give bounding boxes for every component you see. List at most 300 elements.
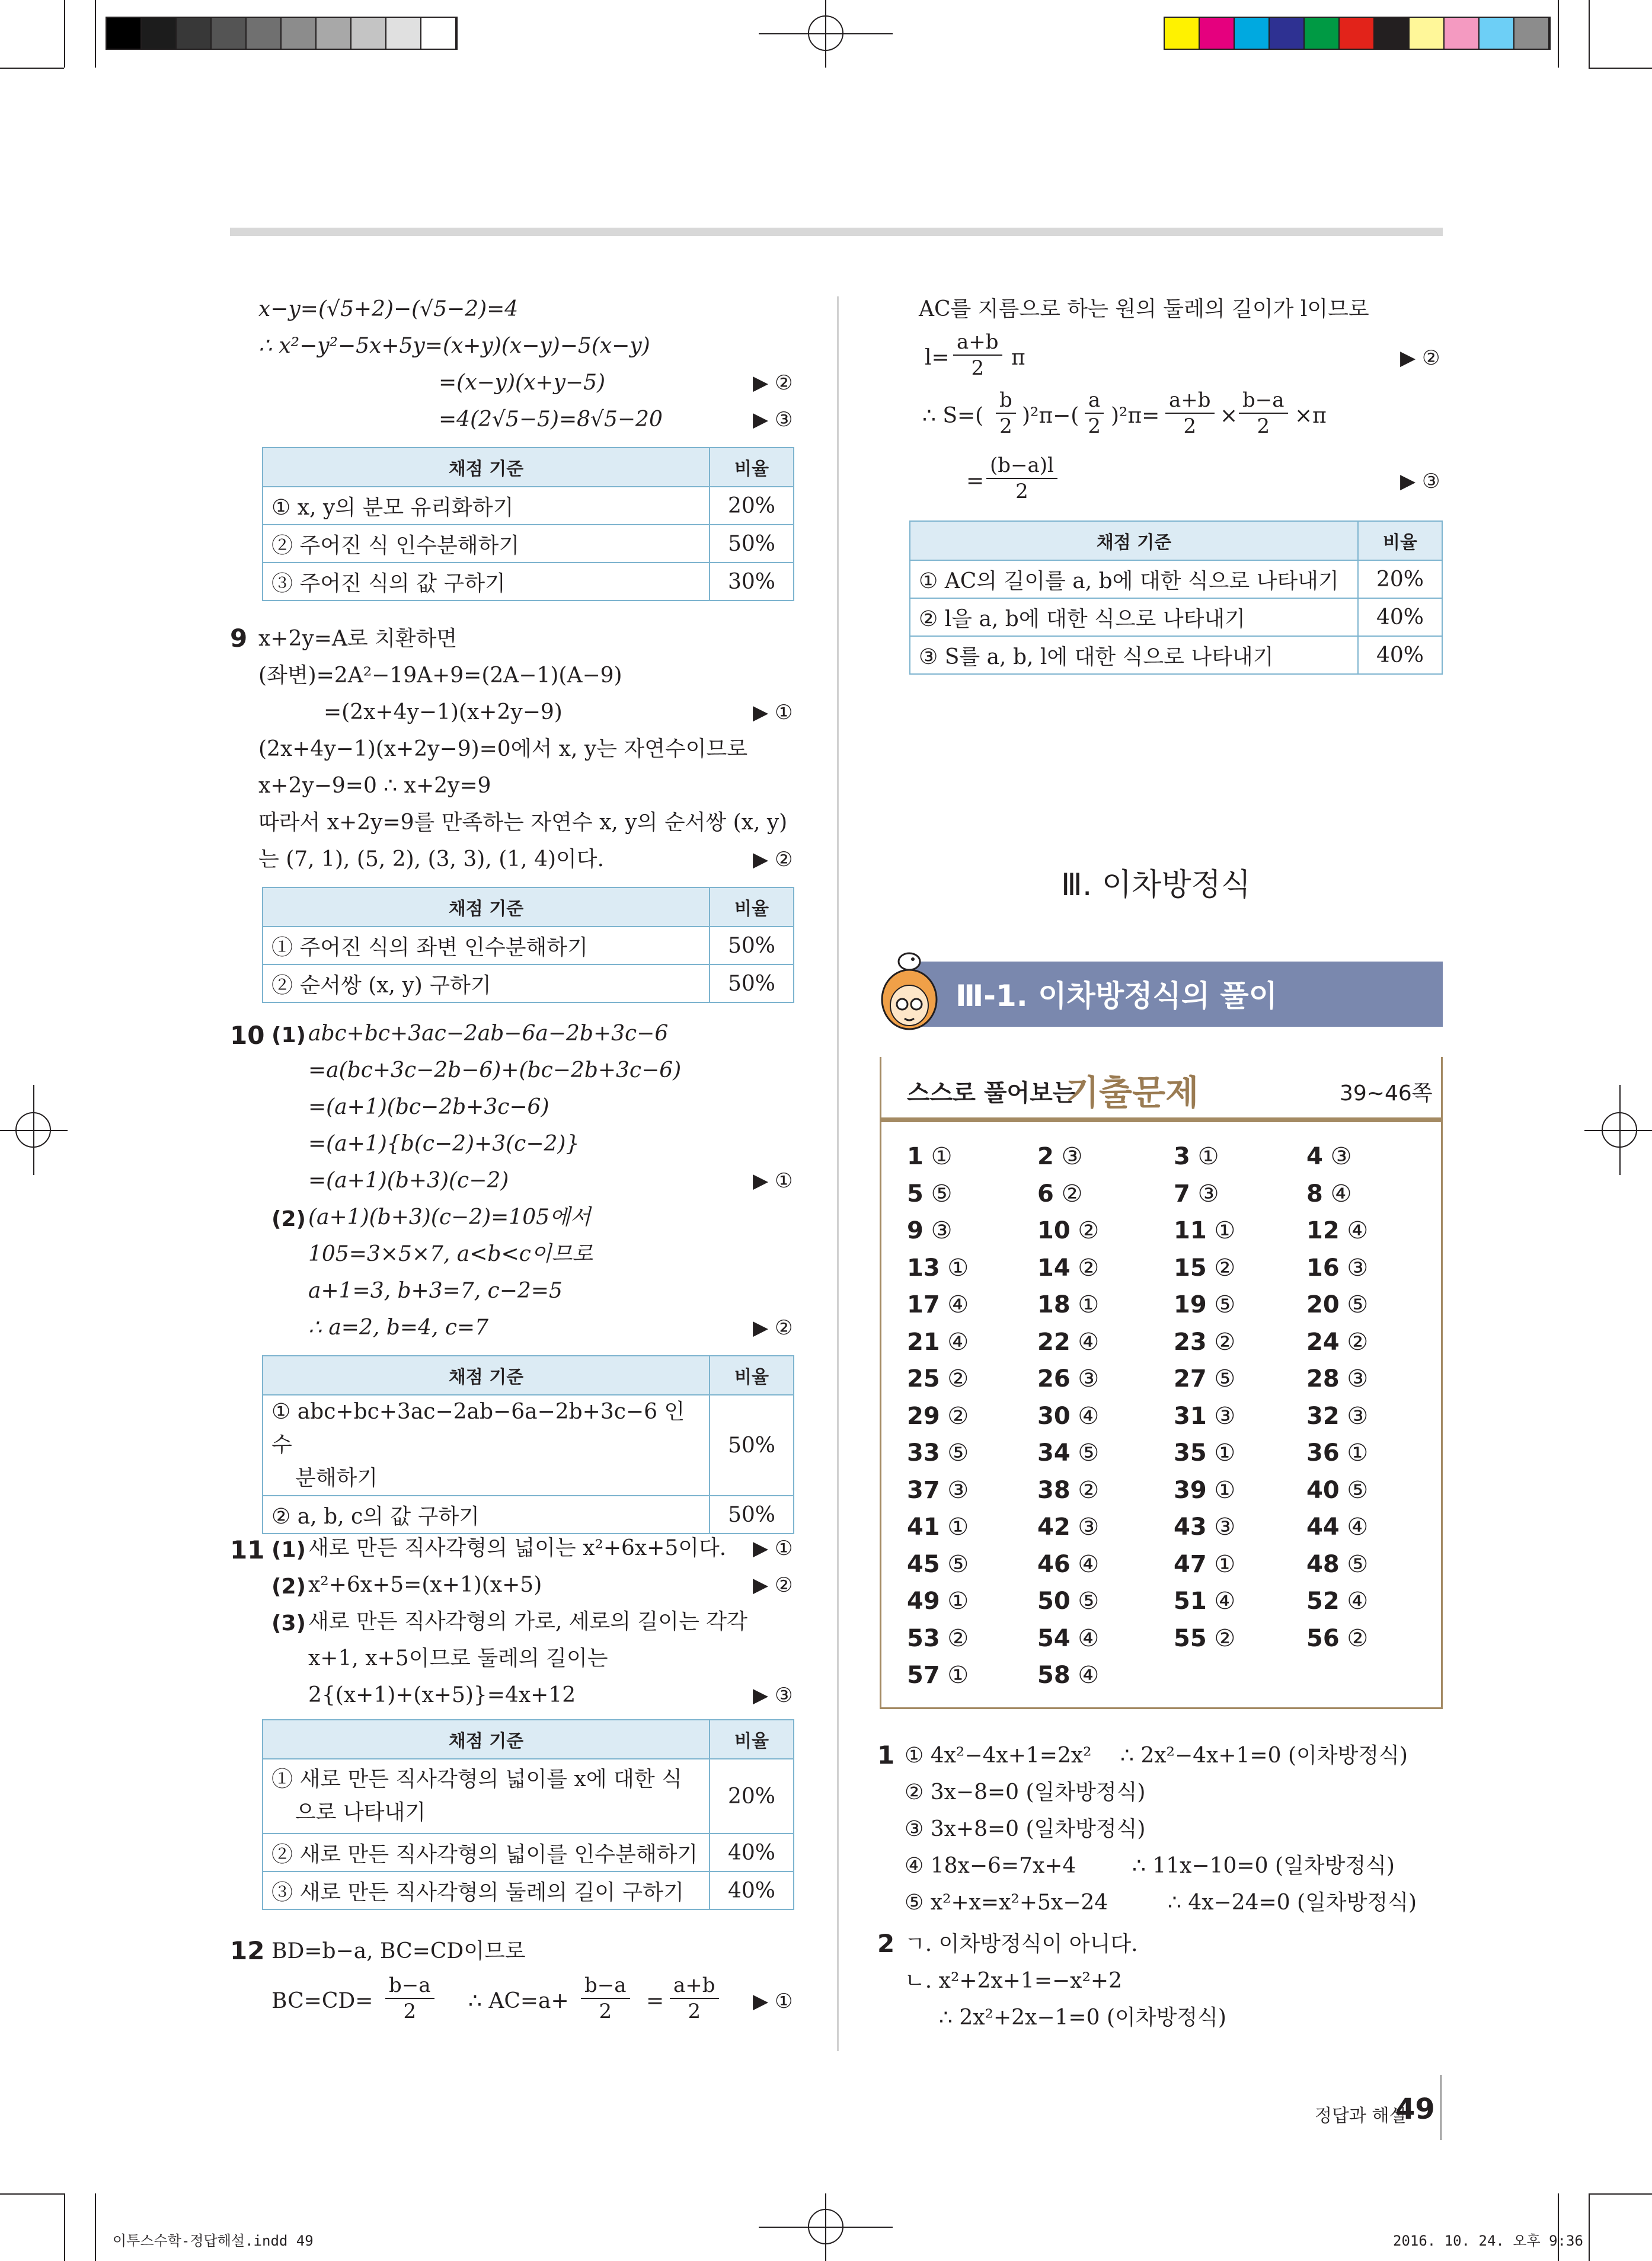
numerator: a+b — [1165, 388, 1215, 414]
crop-mark — [1558, 2193, 1559, 2261]
answer-question-number: 58 — [1037, 1662, 1071, 1689]
denominator: 2 — [688, 2000, 701, 2023]
gray-swatch — [247, 18, 282, 49]
answer-question-number: 19 — [1174, 1291, 1207, 1318]
r1-line4b: ∴ 11x−10=0 (일차방정식) — [1132, 1854, 1395, 1878]
numerator: a — [1085, 388, 1104, 414]
gray-swatch — [317, 18, 352, 49]
table-row — [263, 487, 794, 525]
answer-item — [1037, 1254, 1099, 1282]
numerator: b−a — [581, 1973, 630, 1999]
color-swatch — [1165, 18, 1200, 49]
p12-line2b: ∴ AC=a+ — [468, 1989, 569, 2013]
p9-line7: 는 (7, 1), (5, 2), (3, 3), (1, 4)이다. — [258, 847, 605, 871]
gray-swatch — [282, 18, 317, 49]
answer-choice: ① — [947, 1588, 969, 1615]
slug-file: 이투스수학-정답해설.indd 49 — [113, 2233, 314, 2249]
table-cell: ② 주어진 식 인수분해하기 — [263, 525, 710, 563]
answer-item — [1037, 1291, 1099, 1318]
subproblem-label: (2) — [271, 1575, 306, 1599]
table-header: 채점 기준 — [910, 521, 1358, 560]
denominator: 2 — [971, 356, 985, 380]
r-line3c: )²π= — [1111, 404, 1160, 428]
numerator: b — [996, 388, 1016, 414]
answer-choice: ④ — [1078, 1624, 1100, 1652]
p9-line4: (2x+4y−1)(x+2y−9)=0에서 x, y는 자연수이므로 — [258, 737, 748, 761]
answer-item — [1306, 1403, 1368, 1430]
answer-choice: ① — [947, 1662, 969, 1689]
answer-choice: ⑤ — [1347, 1550, 1369, 1578]
r2-line3: ∴ 2x²+2x−1=0 (이차방정식) — [939, 2005, 1226, 2030]
r-line4a: = — [966, 469, 985, 493]
answer-item — [1306, 1180, 1351, 1208]
r-line3b: )²π−( — [1022, 404, 1079, 428]
table-header: 채점 기준 — [263, 1356, 710, 1395]
table-header: 비율 — [710, 1720, 794, 1759]
answer-choice: ④ — [1347, 1513, 1369, 1541]
p9-line2: (좌변)=2A²−19A+9=(2A−1)(A−9) — [258, 663, 622, 688]
answer-item — [1037, 1513, 1099, 1541]
r1-line5b: ∴ 4x−24=0 (일차방정식) — [1168, 1890, 1417, 1915]
answer-question-number: 12 — [1306, 1217, 1340, 1244]
p8-line3: =(x−y)(x+y−5) — [439, 371, 606, 395]
answer-choice: ① — [947, 1513, 969, 1541]
answer-choice: ④ — [1078, 1328, 1100, 1356]
table-cell: ② l을 a, b에 대한 식으로 나타내기 — [910, 598, 1358, 636]
denominator: 2 — [1015, 480, 1028, 503]
subproblem-label: (2) — [271, 1207, 306, 1231]
fraction — [385, 1973, 434, 2024]
table-row — [263, 927, 794, 965]
step-mark: ▶ ① — [753, 1537, 793, 1560]
crop-mark — [1589, 2193, 1590, 2261]
color-swatch — [1200, 18, 1235, 49]
registration-mark — [1584, 1130, 1652, 1131]
p8-line2: ∴ x²−y²−5x+5y=(x+y)(x−y)−5(x−y) — [258, 334, 650, 358]
r1-line3: ③ 3x+8=0 (일차방정식) — [905, 1817, 1146, 1841]
answer-question-number: 16 — [1306, 1254, 1340, 1282]
answer-question-number: 9 — [907, 1217, 924, 1244]
answer-choice: ① — [1214, 1439, 1236, 1467]
answer-question-number: 37 — [907, 1476, 940, 1504]
crop-mark — [1589, 0, 1590, 68]
table-cell: ② 새로 만든 직사각형의 넓이를 인수분해하기 — [263, 1834, 710, 1872]
answer-item — [1306, 1254, 1368, 1282]
answer-choice: ④ — [1330, 1180, 1352, 1208]
answer-choice: ① — [931, 1143, 953, 1170]
p8-line4: =4(2√5−5)=8√5−20 — [439, 407, 663, 432]
answer-item — [1174, 1477, 1235, 1504]
table-cell: ① x, y의 분모 유리화하기 — [263, 487, 710, 525]
answer-item — [1306, 1625, 1368, 1652]
answer-question-number: 40 — [1306, 1476, 1340, 1504]
answer-item — [1174, 1291, 1235, 1318]
answer-choice: ① — [1197, 1143, 1219, 1170]
denominator: 2 — [403, 2000, 417, 2023]
answer-item — [1174, 1439, 1235, 1467]
r1-line2: ② 3x−8=0 (일차방정식) — [905, 1780, 1146, 1805]
table-cell — [263, 1759, 710, 1834]
answer-item — [1037, 1403, 1099, 1430]
p12-line1: BD=b−a, BC=CD이므로 — [271, 1939, 526, 1963]
answer-item — [1037, 1180, 1082, 1208]
column-divider — [837, 296, 839, 2051]
table-cell: 40% — [710, 1834, 794, 1872]
answer-question-number: 55 — [1174, 1624, 1207, 1652]
table-header: 비율 — [710, 887, 794, 927]
answer-item — [1174, 1403, 1235, 1430]
answer-choice: ④ — [1078, 1550, 1100, 1578]
answer-item — [907, 1365, 969, 1393]
answer-question-number: 5 — [907, 1180, 924, 1208]
answer-item — [907, 1439, 969, 1467]
answer-item — [1037, 1551, 1099, 1578]
table-row — [263, 1496, 794, 1534]
registration-mark — [825, 0, 826, 68]
table-cell: 40% — [710, 1872, 794, 1909]
answer-item — [1037, 1588, 1099, 1615]
answer-question-number: 2 — [1037, 1143, 1054, 1170]
slug-date: 2016. 10. 24. 오후 9:36 — [1393, 2233, 1583, 2249]
table-cell: 50% — [710, 927, 794, 965]
answer-question-number: 36 — [1306, 1439, 1340, 1467]
answer-choice: ① — [1214, 1550, 1236, 1578]
answer-choice: ② — [1078, 1476, 1100, 1504]
table-cell: 20% — [1358, 560, 1442, 598]
subsection-title: Ⅲ-1. 이차방정식의 풀이 — [956, 979, 1278, 1013]
answer-item — [1306, 1329, 1368, 1356]
denominator: 2 — [599, 2000, 612, 2023]
answer-question-number: 7 — [1174, 1180, 1190, 1208]
registration-mark — [825, 2193, 826, 2261]
answer-item — [1306, 1477, 1368, 1504]
scoring-table — [262, 447, 794, 601]
answer-question-number: 20 — [1306, 1291, 1340, 1318]
answer-item — [1174, 1625, 1235, 1652]
answer-question-number: 35 — [1174, 1439, 1207, 1467]
fraction — [953, 330, 1002, 381]
table-header: 비율 — [710, 448, 794, 487]
answer-question-number: 31 — [1174, 1402, 1207, 1430]
table-header: 채점 기준 — [263, 1720, 710, 1759]
table-row — [263, 1395, 794, 1496]
answer-choice: ③ — [1214, 1402, 1236, 1430]
fraction — [670, 1973, 719, 2024]
answer-choice: ④ — [1078, 1662, 1100, 1689]
subproblem-label: (3) — [271, 1611, 306, 1636]
p11-line1: 새로 만든 직사각형의 넓이는 x²+6x+5이다. — [308, 1536, 727, 1560]
color-swatch — [1410, 18, 1445, 49]
numerator: b−a — [385, 1973, 434, 1999]
table-cell: 30% — [710, 563, 794, 601]
answer-item — [1174, 1588, 1235, 1615]
p10-line1: abc+bc+3ac−2ab−6a−2b+3c−6 — [308, 1021, 669, 1046]
problem-number: 12 — [230, 1936, 265, 1965]
answer-question-number: 47 — [1174, 1550, 1207, 1578]
answer-question-number: 34 — [1037, 1439, 1071, 1467]
color-swatch — [1375, 18, 1410, 49]
step-mark: ▶ ② — [1400, 346, 1440, 370]
denominator: 2 — [1088, 414, 1101, 438]
table-cell: 50% — [710, 525, 794, 563]
table-cell: ① 주어진 식의 좌변 인수분해하기 — [263, 927, 710, 965]
answer-item — [1037, 1365, 1099, 1393]
p10-line4: =(a+1){b(c−2)+3(c−2)} — [308, 1132, 580, 1156]
answer-choice: ① — [1347, 1439, 1369, 1467]
color-swatch — [1445, 18, 1480, 49]
problem-number: 1 — [877, 1741, 895, 1770]
table-header: 채점 기준 — [263, 887, 710, 927]
crop-mark — [1589, 2193, 1652, 2195]
answer-question-number: 48 — [1306, 1550, 1340, 1578]
answer-question-number: 43 — [1174, 1513, 1207, 1541]
gray-swatch — [386, 18, 421, 49]
color-swatch — [1270, 18, 1305, 49]
answer-question-number: 27 — [1174, 1365, 1207, 1393]
table-cell: 40% — [1358, 598, 1442, 636]
table-row — [910, 560, 1442, 598]
answer-question-number: 56 — [1306, 1624, 1340, 1652]
answer-choice: ④ — [947, 1328, 969, 1356]
answer-question-number: 1 — [907, 1143, 924, 1170]
r1-line1a: ① 4x²−4x+1=2x² — [905, 1743, 1092, 1768]
table-cell: ② a, b, c의 값 구하기 — [263, 1496, 710, 1534]
answer-question-number: 51 — [1174, 1588, 1207, 1615]
answer-item — [907, 1291, 969, 1318]
table-header: 채점 기준 — [263, 448, 710, 487]
p10-line8: a+1=3, b+3=7, c−2=5 — [308, 1279, 563, 1303]
mascot-illustration — [878, 946, 944, 1035]
p8-line1: x−y=(√5+2)−(√5−2)=4 — [258, 297, 519, 321]
gray-swatch — [212, 18, 247, 49]
answer-question-number: 26 — [1037, 1365, 1071, 1393]
answer-item — [1306, 1551, 1368, 1578]
answer-choice: ① — [1078, 1291, 1100, 1318]
answer-choice: ④ — [1214, 1588, 1236, 1615]
p12-line2c: = — [646, 1989, 664, 2013]
answer-question-number: 33 — [907, 1439, 940, 1467]
answer-choice: ③ — [1347, 1365, 1369, 1393]
answer-choice: ④ — [1347, 1588, 1369, 1615]
crop-mark — [64, 0, 65, 68]
answer-choice: ③ — [931, 1217, 953, 1244]
color-swatch — [1340, 18, 1375, 49]
r-line1: AC를 지름으로 하는 원의 둘레의 길이가 l이므로 — [919, 297, 1369, 321]
answer-question-number: 49 — [907, 1588, 940, 1615]
scoring-table — [262, 1719, 794, 1910]
step-mark: ▶ ② — [753, 371, 793, 395]
answer-choice: ② — [1214, 1328, 1236, 1356]
answer-choice: ⑤ — [947, 1439, 969, 1467]
table-cell: 50% — [710, 1496, 794, 1534]
color-calibration-bar — [1164, 17, 1551, 50]
r1-line1b: ∴ 2x²−4x+1=0 (이차방정식) — [1120, 1743, 1408, 1768]
table-cell-line: 분해하기 — [295, 1466, 378, 1490]
answer-choice: ② — [1214, 1624, 1236, 1652]
answer-item — [1174, 1180, 1219, 1208]
answer-choice: ③ — [947, 1476, 969, 1504]
answer-question-number: 8 — [1306, 1180, 1323, 1208]
gray-swatch — [142, 18, 177, 49]
answer-question-number: 46 — [1037, 1550, 1071, 1578]
r-line3e: ×π — [1295, 404, 1327, 428]
answer-item — [907, 1551, 969, 1578]
crop-mark — [1558, 0, 1559, 68]
step-mark: ▶ ③ — [753, 408, 793, 432]
answer-choice: ⑤ — [1078, 1588, 1100, 1615]
gray-calibration-bar — [106, 17, 458, 50]
answer-question-number: 14 — [1037, 1254, 1071, 1282]
p11-line2: x²+6x+5=(x+1)(x+5) — [308, 1573, 542, 1597]
table-row — [910, 636, 1442, 674]
table-cell: 50% — [710, 965, 794, 1002]
answer-item — [1306, 1513, 1368, 1541]
subproblem-label: (1) — [271, 1538, 306, 1562]
header-rule — [230, 228, 1443, 236]
numerator: b−a — [1239, 388, 1288, 414]
answer-item — [907, 1625, 969, 1652]
answer-choice: ④ — [947, 1291, 969, 1318]
p10-line3: =(a+1)(bc−2b+3c−6) — [308, 1095, 549, 1119]
scoring-table — [262, 1355, 794, 1534]
answer-choice: ② — [1214, 1254, 1236, 1282]
r1-line4a: ④ 18x−6=7x+4 — [905, 1854, 1076, 1878]
answer-choice: ③ — [1347, 1402, 1369, 1430]
answer-item — [1037, 1143, 1082, 1170]
step-mark: ▶ ① — [753, 1169, 793, 1193]
table-cell: 50% — [710, 1395, 794, 1496]
answer-question-number: 10 — [1037, 1217, 1071, 1244]
answer-item — [907, 1403, 969, 1430]
answer-question-number: 53 — [907, 1624, 940, 1652]
answer-choice: ② — [1078, 1217, 1100, 1244]
p11-line5: 2{(x+1)+(x+5)}=4x+12 — [308, 1683, 576, 1707]
answer-choice: ① — [1214, 1476, 1236, 1504]
table-row — [910, 598, 1442, 636]
p9-line6: 따라서 x+2y=9를 만족하는 자연수 x, y의 순서쌍 (x, y) — [258, 810, 788, 835]
answer-item — [907, 1143, 952, 1170]
page-number: 49 — [1395, 2093, 1435, 2126]
answer-item — [1174, 1551, 1235, 1578]
answer-question-number: 6 — [1037, 1180, 1054, 1208]
answer-question-number: 54 — [1037, 1624, 1071, 1652]
answer-question-number: 45 — [907, 1550, 940, 1578]
answer-question-number: 13 — [907, 1254, 940, 1282]
table-cell: ③ S를 a, b, l에 대한 식으로 나타내기 — [910, 636, 1358, 674]
table-row — [263, 525, 794, 563]
answer-item — [907, 1513, 969, 1541]
answer-item — [1037, 1439, 1099, 1467]
fraction — [1239, 388, 1288, 439]
fraction — [986, 453, 1057, 504]
answer-choice: ③ — [1078, 1365, 1100, 1393]
answer-question-number: 21 — [907, 1328, 940, 1356]
color-swatch — [1514, 18, 1549, 49]
gray-swatch — [177, 18, 212, 49]
answer-choice: ③ — [1214, 1513, 1236, 1541]
answer-item — [1174, 1329, 1235, 1356]
fraction — [1085, 388, 1104, 439]
problem-number: 9 — [230, 624, 248, 653]
r2-line2: ㄴ. x²+2x+1=−x²+2 — [905, 1969, 1122, 1993]
crop-mark — [1589, 68, 1652, 69]
p11-line3: 새로 만든 직사각형의 가로, 세로의 길이는 각각 — [308, 1609, 747, 1634]
r-line3a: ∴ S=( — [922, 404, 984, 428]
table-cell: 20% — [710, 1759, 794, 1834]
numerator: a+b — [670, 1973, 719, 1999]
answer-item — [1306, 1365, 1368, 1393]
answer-choice: ⑤ — [1347, 1291, 1369, 1318]
answer-question-number: 29 — [907, 1402, 940, 1430]
table-row — [263, 965, 794, 1002]
table-header: 비율 — [1358, 521, 1442, 560]
answer-choice: ② — [947, 1365, 969, 1393]
table-row — [263, 1872, 794, 1909]
color-swatch — [1480, 18, 1514, 49]
p10-line6: (a+1)(b+3)(c−2)=105에서 — [308, 1205, 591, 1230]
denominator: 2 — [1183, 414, 1197, 438]
answer-choice: ② — [947, 1402, 969, 1430]
p10-line5: =(a+1)(b+3)(c−2) — [308, 1168, 509, 1193]
answer-item — [1037, 1662, 1099, 1689]
answer-item — [1306, 1217, 1368, 1244]
answer-question-number: 18 — [1037, 1291, 1071, 1318]
answer-item — [1306, 1439, 1368, 1467]
answer-box-title: 기출문제 — [1066, 1072, 1199, 1113]
answer-item — [907, 1477, 969, 1504]
answer-question-number: 28 — [1306, 1365, 1340, 1393]
table-row — [263, 563, 794, 601]
answer-item — [907, 1217, 952, 1244]
table-cell-line: ① abc+bc+3ac−2ab−6a−2b+3c−6 인수 — [271, 1400, 685, 1457]
answer-question-number: 11 — [1174, 1217, 1207, 1244]
gray-swatch — [107, 18, 142, 49]
table-cell — [263, 1395, 710, 1496]
table-cell-line: ① 새로 만든 직사각형의 넓이를 x에 대한 식 — [271, 1767, 682, 1791]
answer-item — [1037, 1477, 1099, 1504]
r-line3d: × — [1220, 404, 1238, 428]
answer-question-number: 17 — [907, 1291, 940, 1318]
answer-box-subtitle: 스스로 풀어보는 — [907, 1080, 1076, 1107]
answer-item — [1037, 1329, 1099, 1356]
answer-question-number: 50 — [1037, 1588, 1071, 1615]
answer-question-number: 39 — [1174, 1476, 1207, 1504]
fraction — [996, 388, 1016, 439]
answer-choice: ① — [947, 1254, 969, 1282]
table-cell: ② 순서쌍 (x, y) 구하기 — [263, 965, 710, 1002]
answer-item — [1037, 1625, 1099, 1652]
table-cell: 20% — [710, 487, 794, 525]
crop-mark — [0, 2193, 64, 2195]
answer-item — [1306, 1291, 1368, 1318]
answer-choice: ⑤ — [1214, 1291, 1236, 1318]
answer-question-number: 15 — [1174, 1254, 1207, 1282]
p10-line7: 105=3×5×7, a<b<c이므로 — [308, 1242, 593, 1266]
table-row — [263, 1834, 794, 1872]
answer-choice: ① — [1214, 1217, 1236, 1244]
step-mark: ▶ ② — [753, 1316, 793, 1340]
gray-swatch — [421, 18, 456, 49]
crop-mark — [95, 0, 96, 68]
footer-rule — [1440, 2075, 1442, 2140]
table-row — [263, 1759, 794, 1834]
p10-line2: =a(bc+3c−2b−6)+(bc−2b+3c−6) — [308, 1058, 682, 1082]
table-cell: ③ 새로 만든 직사각형의 둘레의 길이 구하기 — [263, 1872, 710, 1909]
numerator: (b−a)l — [986, 453, 1057, 479]
answer-choice: ③ — [1330, 1143, 1352, 1170]
r-line2a: l= — [925, 346, 950, 370]
p9-line5: x+2y−9=0 ∴ x+2y=9 — [258, 774, 491, 798]
